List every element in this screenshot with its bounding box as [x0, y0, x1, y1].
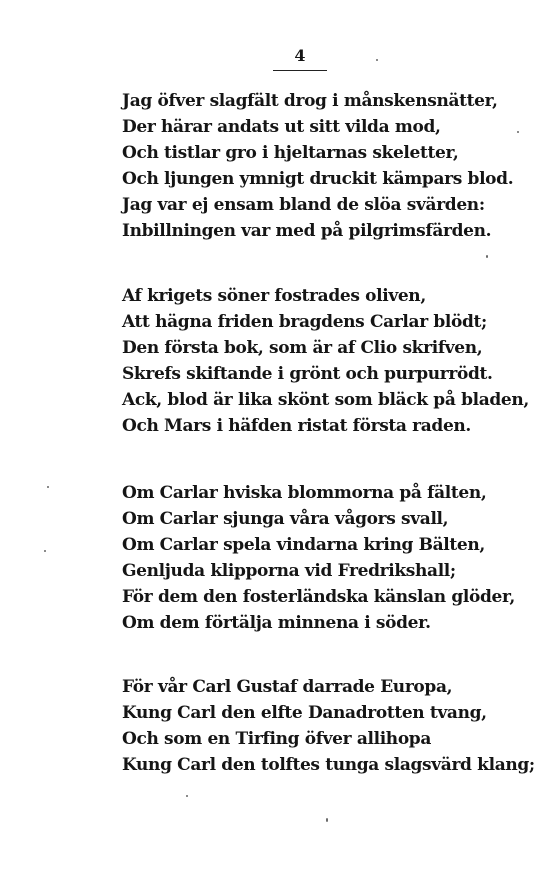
verse-line: För dem den fosterländska känslan glöder,: [122, 587, 515, 607]
verse-line: Att hägna friden bragdens Carlar blödt;: [122, 312, 487, 332]
verse-line: Den första bok, som är af Clio skrifven,: [122, 338, 483, 358]
verse-line: Om Carlar sjunga våra vågors svall,: [122, 509, 449, 529]
stanza-2: [122, 283, 529, 439]
verse-line: Skrefs skiftande i grönt och purpurrödt.: [122, 364, 493, 384]
paper-speck: [44, 550, 46, 552]
verse-line: Af krigets söner fostrades oliven,: [122, 286, 426, 306]
verse-line: Kung Carl den elfte Danadrotten tvang,: [122, 703, 487, 723]
paper-speck: [326, 818, 328, 822]
paper-speck: [186, 795, 188, 797]
verse-line: Och som en Tirfing öfver allihopa: [122, 729, 432, 749]
verse-line: Inbillningen var med på pilgrimsfärden.: [122, 221, 492, 241]
verse-line: Om Carlar hviska blommorna på fälten,: [122, 483, 487, 503]
verse-line: Genljuda klipporna vid Fredrikshall;: [122, 561, 456, 581]
verse-line: Jag öfver slagfält drog i månskensnätter,: [122, 91, 498, 111]
paper-speck: [47, 486, 49, 488]
verse-line: Och Mars i häfden ristat första raden.: [122, 416, 472, 436]
paper-speck: [517, 131, 519, 133]
verse-line: Jag var ej ensam bland de slöa svärden:: [122, 195, 485, 215]
page-number-rule: [273, 70, 327, 71]
verse-line: Och ljungen ymnigt druckit kämpars blod.: [122, 169, 514, 189]
paper-speck: [376, 59, 378, 61]
paper-speck: [486, 255, 488, 258]
verse-line: Ack, blod är lika skönt som bläck på bladen,: [122, 390, 529, 410]
verse-line: Om Carlar spela vindarna kring Bälten,: [122, 535, 485, 555]
stanza-1: [122, 88, 513, 244]
verse-line: Kung Carl den tolftes tunga slagsvärd klang;: [122, 755, 535, 775]
page-number: 4: [294, 46, 306, 65]
verse-line: Der härar andats ut sitt vilda mod,: [122, 117, 441, 137]
verse-line: Och tistlar gro i hjeltarnas skeletter,: [122, 143, 459, 163]
verse-line: Om dem förtälja minnena i söder.: [122, 613, 431, 633]
stanza-3: [122, 480, 515, 636]
verse-line: För vår Carl Gustaf darrade Europa,: [122, 677, 453, 697]
stanza-4: [122, 674, 535, 778]
